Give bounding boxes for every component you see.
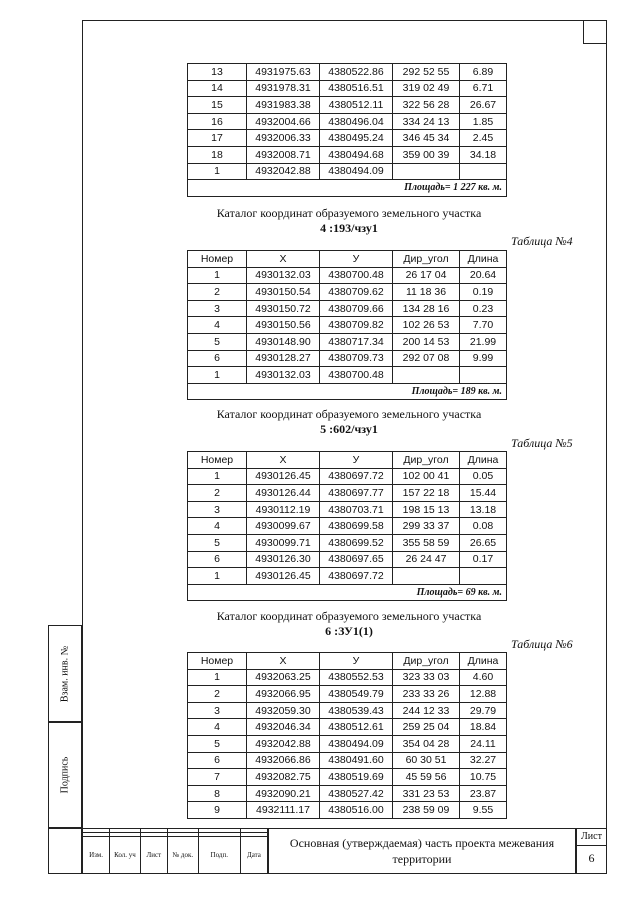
cell-dir-angle: 102 26 53 xyxy=(393,317,460,334)
table-row xyxy=(188,719,507,736)
cell-length: 13.18 xyxy=(460,501,507,518)
cell-x: 4930128.27 xyxy=(247,350,320,367)
cell-y: 4380491.60 xyxy=(320,752,393,769)
cell-number: 4 xyxy=(188,518,247,535)
stamp-col-label: Дата xyxy=(240,837,267,874)
table-row xyxy=(188,534,507,551)
cell-number: 1 xyxy=(188,669,247,686)
area-value: Площадь= 69 кв. м. xyxy=(188,584,507,601)
header-cell: Длина xyxy=(460,251,507,268)
catalog-title-text: Каталог координат образуемого земельного участка xyxy=(216,206,482,220)
cell-number: 1 xyxy=(188,468,247,485)
header-cell: Дир_угол xyxy=(393,653,460,670)
cell-number: 3 xyxy=(188,702,247,719)
header-cell: Номер xyxy=(188,653,247,670)
cell-y: 4380512.11 xyxy=(320,97,393,114)
cell-y: 4380527.42 xyxy=(320,785,393,802)
cell-x: 4930126.44 xyxy=(247,485,320,502)
catalog-subtitle: 5 :602/чзу1 xyxy=(320,422,378,436)
table-row xyxy=(188,163,507,180)
sheet-box xyxy=(576,828,607,874)
cell-length: 0.17 xyxy=(460,551,507,568)
cell-y: 4380495.24 xyxy=(320,130,393,147)
cell-x: 4932063.25 xyxy=(247,669,320,686)
cell-number: 15 xyxy=(188,97,247,114)
table-label-6: Таблица №6 xyxy=(511,637,573,651)
header-cell: Длина xyxy=(460,653,507,670)
cell-y: 4380700.48 xyxy=(320,267,393,284)
sheet-number: 6 xyxy=(588,851,595,865)
cell-dir-angle: 200 14 53 xyxy=(393,333,460,350)
cell-x: 4930126.45 xyxy=(247,568,320,585)
header-cell: Номер xyxy=(188,452,247,469)
cell-number: 5 xyxy=(188,534,247,551)
cell-y: 4380539.43 xyxy=(320,702,393,719)
cell-number: 5 xyxy=(188,333,247,350)
side-podpis-label: Подпись xyxy=(59,756,71,794)
catalog-title-4 xyxy=(186,206,512,236)
cell-dir-angle: 244 12 33 xyxy=(393,702,460,719)
catalog-subtitle: 6 :ЗУ1(1) xyxy=(325,624,373,638)
table-header-row xyxy=(188,452,507,469)
cell-length: 6.89 xyxy=(460,64,507,81)
table-row xyxy=(188,300,507,317)
header-cell: X xyxy=(247,653,320,670)
table-row xyxy=(188,785,507,802)
cell-length xyxy=(460,367,507,384)
cell-dir-angle: 355 58 59 xyxy=(393,534,460,551)
title-block xyxy=(82,828,607,874)
cell-x: 4932042.88 xyxy=(247,735,320,752)
stamp-label-row xyxy=(83,837,268,874)
table-row xyxy=(188,267,507,284)
cell-number: 4 xyxy=(188,317,247,334)
table-row xyxy=(188,64,507,81)
cell-x: 4932059.30 xyxy=(247,702,320,719)
side-vzam-label: Взам. инв. № xyxy=(59,645,71,702)
cell-number: 1 xyxy=(188,163,247,180)
table-row xyxy=(188,518,507,535)
header-cell: X xyxy=(247,452,320,469)
cell-dir-angle: 292 52 55 xyxy=(393,64,460,81)
cell-x: 4930112.19 xyxy=(247,501,320,518)
cell-dir-angle xyxy=(393,568,460,585)
side-empty xyxy=(48,828,82,874)
cell-number: 1 xyxy=(188,267,247,284)
cell-dir-angle: 322 56 28 xyxy=(393,97,460,114)
stamp-col-label: Подп. xyxy=(198,837,240,874)
table-row xyxy=(188,669,507,686)
cell-x: 4930126.45 xyxy=(247,468,320,485)
cell-length: 7.70 xyxy=(460,317,507,334)
cell-y: 4380699.58 xyxy=(320,518,393,535)
cell-number: 1 xyxy=(188,568,247,585)
cell-dir-angle: 259 25 04 xyxy=(393,719,460,736)
table-row xyxy=(188,146,507,163)
header-cell: X xyxy=(247,251,320,268)
header-cell: Длина xyxy=(460,452,507,469)
catalog-title-text: Каталог координат образуемого земельного участка xyxy=(216,407,482,421)
cell-number: 14 xyxy=(188,80,247,97)
cell-length: 29.79 xyxy=(460,702,507,719)
side-vzam-inv xyxy=(48,625,82,722)
cell-x: 4931975.63 xyxy=(247,64,320,81)
cell-number: 5 xyxy=(188,735,247,752)
cell-number: 4 xyxy=(188,719,247,736)
document-title-line1: Основная (утверждаемая) часть проекта межевания xyxy=(289,836,555,850)
cell-length: 4.60 xyxy=(460,669,507,686)
catalog-title-5 xyxy=(186,407,512,437)
table-row xyxy=(188,485,507,502)
cell-dir-angle: 26 17 04 xyxy=(393,267,460,284)
cell-x: 4932066.86 xyxy=(247,752,320,769)
cell-dir-angle: 198 15 13 xyxy=(393,501,460,518)
cell-length: 9.99 xyxy=(460,350,507,367)
cell-y: 4380697.72 xyxy=(320,468,393,485)
cell-y: 4380494.68 xyxy=(320,146,393,163)
cell-x: 4932042.88 xyxy=(247,163,320,180)
cell-length: 21.99 xyxy=(460,333,507,350)
cell-number: 13 xyxy=(188,64,247,81)
cell-number: 2 xyxy=(188,284,247,301)
cell-length: 6.71 xyxy=(460,80,507,97)
cell-number: 2 xyxy=(188,485,247,502)
cell-x: 4930132.03 xyxy=(247,367,320,384)
table-row xyxy=(188,752,507,769)
cell-x: 4932004.66 xyxy=(247,113,320,130)
cell-dir-angle: 331 23 53 xyxy=(393,785,460,802)
header-cell: У xyxy=(320,452,393,469)
area-row xyxy=(188,383,507,400)
coords-table-6 xyxy=(187,652,507,819)
cell-number: 7 xyxy=(188,769,247,786)
cell-number: 3 xyxy=(188,501,247,518)
stamp-col-label: № док. xyxy=(167,837,198,874)
cell-dir-angle xyxy=(393,163,460,180)
table-row xyxy=(188,735,507,752)
cell-dir-angle: 238 59 09 xyxy=(393,802,460,819)
header-cell: Номер xyxy=(188,251,247,268)
cell-length: 2.45 xyxy=(460,130,507,147)
cell-y: 4380494.09 xyxy=(320,163,393,180)
cell-dir-angle: 319 02 49 xyxy=(393,80,460,97)
document-title-line2: территории xyxy=(392,852,452,866)
table-row xyxy=(188,80,507,97)
table-row xyxy=(188,702,507,719)
area-value: Площадь= 189 кв. м. xyxy=(188,383,507,400)
cell-length: 20.64 xyxy=(460,267,507,284)
cell-number: 17 xyxy=(188,130,247,147)
cell-x: 4932082.75 xyxy=(247,769,320,786)
cell-length: 9.55 xyxy=(460,802,507,819)
cell-length: 32.27 xyxy=(460,752,507,769)
cell-length: 26.65 xyxy=(460,534,507,551)
cell-y: 4380519.69 xyxy=(320,769,393,786)
table-label-4: Таблица №4 xyxy=(511,234,573,248)
cell-dir-angle: 102 00 41 xyxy=(393,468,460,485)
cell-number: 3 xyxy=(188,300,247,317)
area-row xyxy=(188,584,507,601)
cell-y: 4380700.48 xyxy=(320,367,393,384)
cell-x: 4932111.17 xyxy=(247,802,320,819)
cell-x: 4930099.71 xyxy=(247,534,320,551)
cell-number: 2 xyxy=(188,686,247,703)
table-row xyxy=(188,568,507,585)
cell-dir-angle: 292 07 08 xyxy=(393,350,460,367)
cell-y: 4380699.52 xyxy=(320,534,393,551)
cell-x: 4932066.95 xyxy=(247,686,320,703)
cell-length: 10.75 xyxy=(460,769,507,786)
table-row xyxy=(188,468,507,485)
table-row xyxy=(188,350,507,367)
cell-length: 15.44 xyxy=(460,485,507,502)
cell-x: 4930132.03 xyxy=(247,267,320,284)
cell-dir-angle: 299 33 37 xyxy=(393,518,460,535)
cell-x: 4930150.54 xyxy=(247,284,320,301)
cell-y: 4380496.04 xyxy=(320,113,393,130)
cell-y: 4380552.53 xyxy=(320,669,393,686)
catalog-subtitle: 4 :193/чзу1 xyxy=(320,221,378,235)
cell-y: 4380522.86 xyxy=(320,64,393,81)
table-row xyxy=(188,501,507,518)
cell-length: 0.08 xyxy=(460,518,507,535)
cell-dir-angle: 45 59 56 xyxy=(393,769,460,786)
cell-y: 4380494.09 xyxy=(320,735,393,752)
cell-length: 0.19 xyxy=(460,284,507,301)
cell-dir-angle: 323 33 03 xyxy=(393,669,460,686)
cell-number: 6 xyxy=(188,350,247,367)
cell-y: 4380516.51 xyxy=(320,80,393,97)
cell-dir-angle: 233 33 26 xyxy=(393,686,460,703)
cell-length: 1.85 xyxy=(460,113,507,130)
cell-number: 9 xyxy=(188,802,247,819)
cell-y: 4380697.72 xyxy=(320,568,393,585)
table-row xyxy=(188,113,507,130)
cell-x: 4932008.71 xyxy=(247,146,320,163)
cell-y: 4380709.73 xyxy=(320,350,393,367)
table-row xyxy=(188,769,507,786)
table-row xyxy=(188,284,507,301)
cell-length: 12.88 xyxy=(460,686,507,703)
table-row xyxy=(188,802,507,819)
cell-dir-angle: 346 45 34 xyxy=(393,130,460,147)
cell-length: 23.87 xyxy=(460,785,507,802)
cell-length xyxy=(460,568,507,585)
table-row xyxy=(188,686,507,703)
cell-number: 6 xyxy=(188,551,247,568)
cell-y: 4380709.62 xyxy=(320,284,393,301)
catalog-title-text: Каталог координат образуемого земельного участка xyxy=(216,609,482,623)
table-header-row xyxy=(188,251,507,268)
area-value: Площадь= 1 227 кв. м. xyxy=(188,180,507,197)
cell-number: 6 xyxy=(188,752,247,769)
cell-y: 4380709.82 xyxy=(320,317,393,334)
cell-dir-angle: 359 00 39 xyxy=(393,146,460,163)
stamp-col-label: Изм. xyxy=(83,837,110,874)
coords-table-4 xyxy=(187,250,507,400)
table-row xyxy=(188,367,507,384)
cell-y: 4380709.66 xyxy=(320,300,393,317)
header-cell: У xyxy=(320,251,393,268)
cell-y: 4380717.34 xyxy=(320,333,393,350)
header-cell: У xyxy=(320,653,393,670)
cell-x: 4930148.90 xyxy=(247,333,320,350)
table-row xyxy=(188,130,507,147)
cell-dir-angle: 334 24 13 xyxy=(393,113,460,130)
cell-dir-angle: 134 28 16 xyxy=(393,300,460,317)
cell-x: 4930150.56 xyxy=(247,317,320,334)
cell-number: 16 xyxy=(188,113,247,130)
cell-dir-angle: 157 22 18 xyxy=(393,485,460,502)
stamp-col-label: Кол. уч xyxy=(110,837,141,874)
cell-number: 8 xyxy=(188,785,247,802)
table-header-row xyxy=(188,653,507,670)
cell-length: 24.11 xyxy=(460,735,507,752)
cell-length: 0.05 xyxy=(460,468,507,485)
area-row xyxy=(188,180,507,197)
header-cell: Дир_угол xyxy=(393,452,460,469)
table-row xyxy=(188,333,507,350)
cell-x: 4932046.34 xyxy=(247,719,320,736)
cell-length: 26.67 xyxy=(460,97,507,114)
catalog-title-6 xyxy=(186,609,512,639)
cell-length: 0.23 xyxy=(460,300,507,317)
cell-y: 4380549.79 xyxy=(320,686,393,703)
cell-y: 4380516.00 xyxy=(320,802,393,819)
cell-dir-angle: 11 18 36 xyxy=(393,284,460,301)
coords-table-5 xyxy=(187,451,507,601)
table-row xyxy=(188,97,507,114)
cell-y: 4380512.61 xyxy=(320,719,393,736)
document-title xyxy=(268,828,576,874)
header-cell: Дир_угол xyxy=(393,251,460,268)
cell-number: 1 xyxy=(188,367,247,384)
sheet-label: Лист xyxy=(577,831,606,846)
cell-x: 4931983.38 xyxy=(247,97,320,114)
cell-x: 4932006.33 xyxy=(247,130,320,147)
cell-y: 4380703.71 xyxy=(320,501,393,518)
cell-x: 4930150.72 xyxy=(247,300,320,317)
cell-dir-angle: 26 24 47 xyxy=(393,551,460,568)
corner-box xyxy=(583,20,607,44)
cell-x: 4931978.31 xyxy=(247,80,320,97)
side-podpis xyxy=(48,722,82,828)
table-row xyxy=(188,551,507,568)
cell-length: 34.18 xyxy=(460,146,507,163)
cell-y: 4380697.77 xyxy=(320,485,393,502)
cell-length xyxy=(460,163,507,180)
cell-x: 4932090.21 xyxy=(247,785,320,802)
cell-dir-angle xyxy=(393,367,460,384)
stamp-grid xyxy=(82,828,268,874)
cell-length: 18.84 xyxy=(460,719,507,736)
table-label-5: Таблица №5 xyxy=(511,436,573,450)
stamp-col-label: Лист xyxy=(140,837,167,874)
cell-dir-angle: 354 04 28 xyxy=(393,735,460,752)
cell-y: 4380697.65 xyxy=(320,551,393,568)
cell-number: 18 xyxy=(188,146,247,163)
cell-dir-angle: 60 30 51 xyxy=(393,752,460,769)
table-row xyxy=(188,317,507,334)
coords-table-continued xyxy=(187,63,507,197)
cell-x: 4930126.30 xyxy=(247,551,320,568)
cell-x: 4930099.67 xyxy=(247,518,320,535)
